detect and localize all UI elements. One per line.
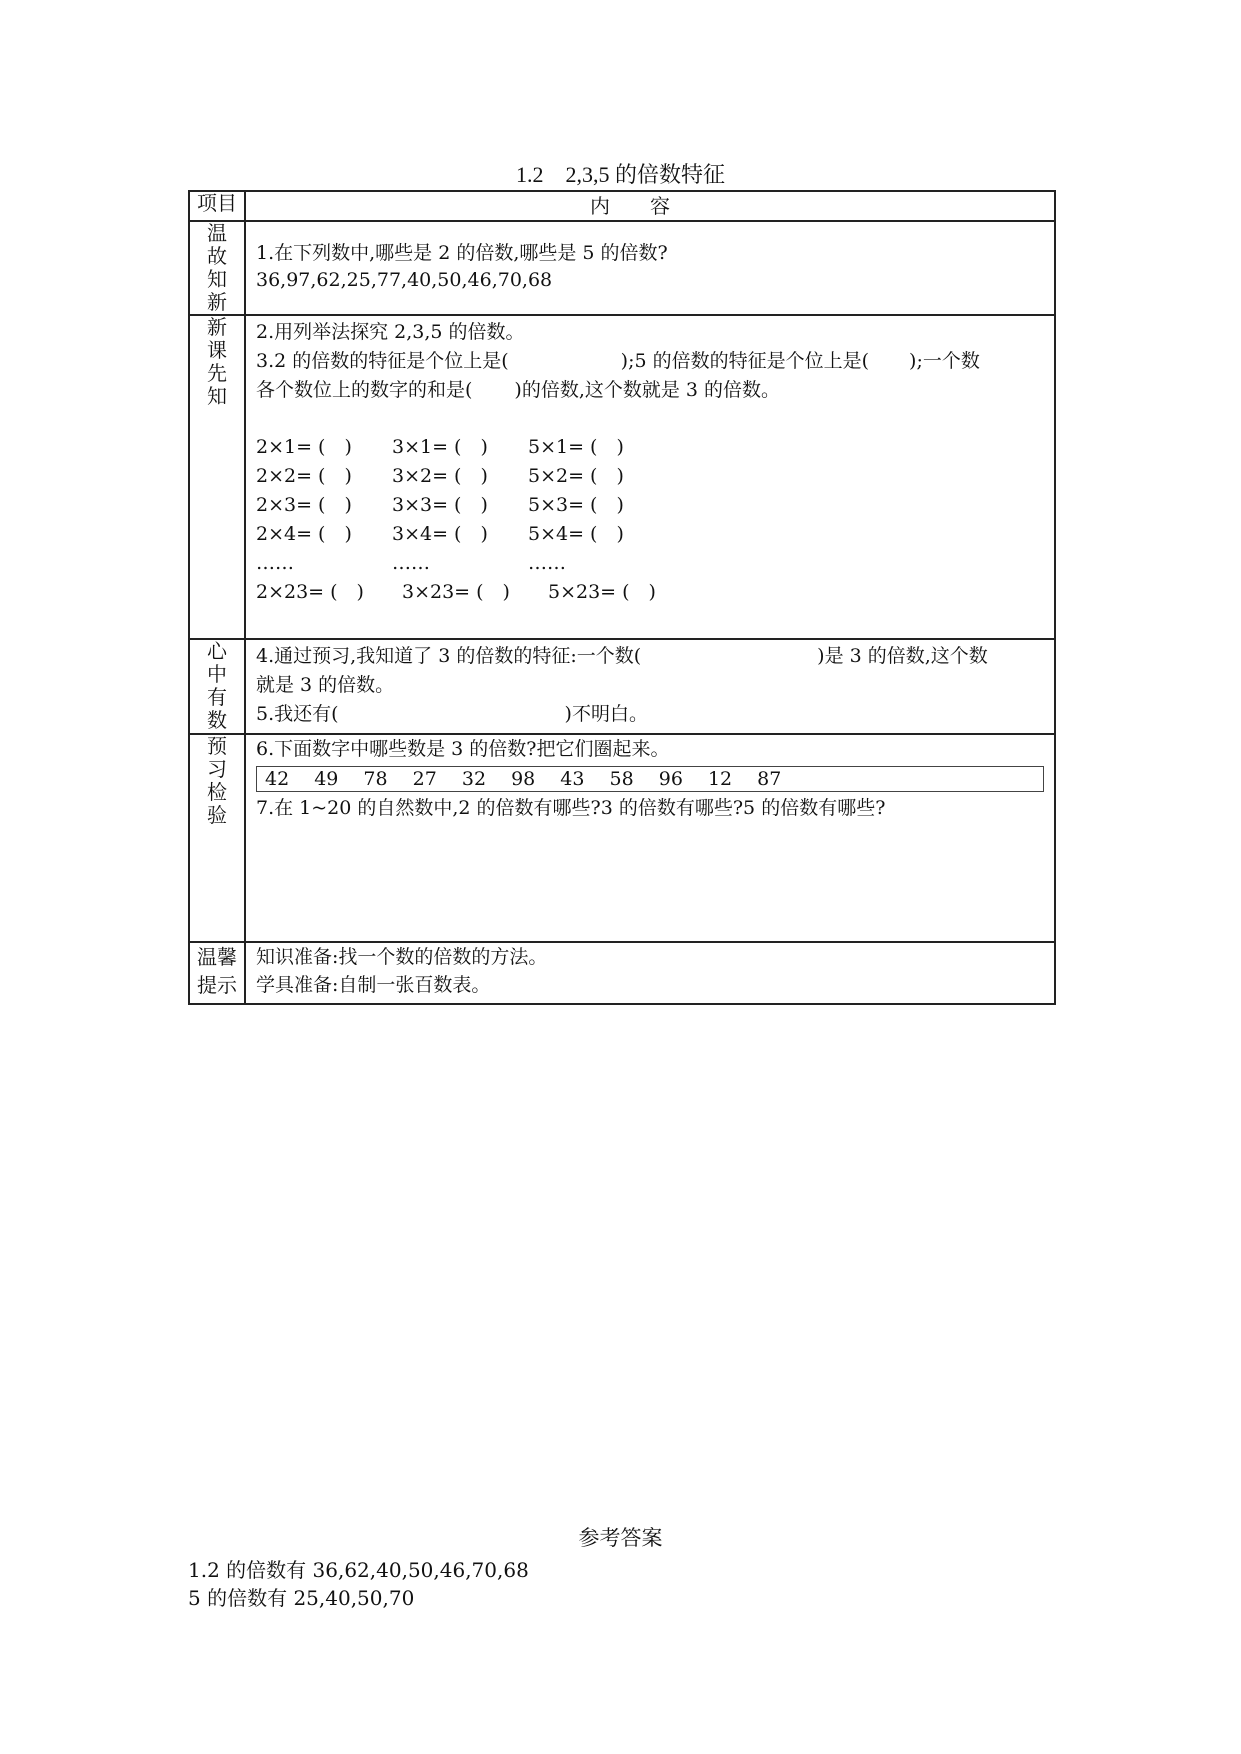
page-title: 1.2 2,3,5 的倍数特征	[515, 162, 725, 187]
label-xinke: 新 课 先 知	[189, 315, 245, 639]
question-4-cont: 就是 3 的倍数。	[256, 674, 395, 696]
mult-row: 2×4= ( ) 3×4= ( ) 5×4= ( )	[256, 523, 624, 545]
number-list: 36,97,62,25,77,40,50,46,70,68	[256, 269, 553, 291]
content-xinke	[245, 315, 1055, 639]
question-4: 4.通过预习,我知道了 3 的倍数的特征:一个数( )是 3 的倍数,这个数	[256, 645, 988, 667]
mult-row-last: 2×23= ( ) 3×23= ( ) 5×23= ( )	[256, 581, 656, 603]
mult-row: 2×1= ( ) 3×1= ( ) 5×1= ( )	[256, 436, 624, 458]
question-2: 2.用列举法探究 2,3,5 的倍数。	[256, 321, 525, 343]
mult-row: 2×2= ( ) 3×2= ( ) 5×2= ( )	[256, 465, 624, 487]
content-xinzhong	[245, 639, 1055, 734]
mult-row-ellipsis: …… …… ……	[256, 552, 566, 574]
worksheet-table	[188, 190, 1056, 1005]
label-xinzhong: 心 中 有 数	[189, 639, 245, 734]
question-3-line-1: 3.2 的倍数的特征是个位上是( );5 的倍数的特征是个位上是( );一个数	[256, 350, 980, 372]
answer-line: 5 的倍数有 25,40,50,70	[188, 1586, 415, 1610]
tip-tools: 学具准备:自制一张百数表。	[256, 974, 491, 996]
question-1: 1.在下列数中,哪些是 2 的倍数,哪些是 5 的倍数?	[256, 242, 668, 264]
question-7: 7.在 1~20 的自然数中,2 的倍数有哪些?3 的倍数有哪些?5 的倍数有哪些?	[256, 797, 886, 819]
answer-line: 1.2 的倍数有 36,62,40,50,46,70,68	[188, 1558, 529, 1582]
answers-block	[188, 1556, 529, 1612]
number-box: 42 49 78 27 32 98 43 58 96 12 87	[256, 766, 1044, 792]
label-yuxi: 预 习 检 验	[189, 734, 245, 942]
question-6: 6.下面数字中哪些数是 3 的倍数?把它们圈起来。	[256, 738, 670, 760]
content-yuxi	[245, 734, 1055, 942]
mult-row: 2×3= ( ) 3×3= ( ) 5×3= ( )	[256, 494, 624, 516]
question-3-line-2: 各个数位上的数字的和是( )的倍数,这个数就是 3 的倍数。	[256, 379, 781, 401]
answers-title: 参考答案	[578, 1526, 663, 1550]
content-wenxin	[245, 942, 1055, 1004]
label-wengu: 温 故 知 新	[189, 221, 245, 315]
label-wenxin: 温馨 提示	[189, 942, 245, 1004]
header-item: 项目	[189, 191, 245, 221]
header-content: 内容	[245, 191, 1055, 221]
question-5: 5.我还有( )不明白。	[256, 703, 648, 725]
tip-knowledge: 知识准备:找一个数的倍数的方法。	[256, 946, 548, 968]
content-wengu	[245, 221, 1055, 315]
